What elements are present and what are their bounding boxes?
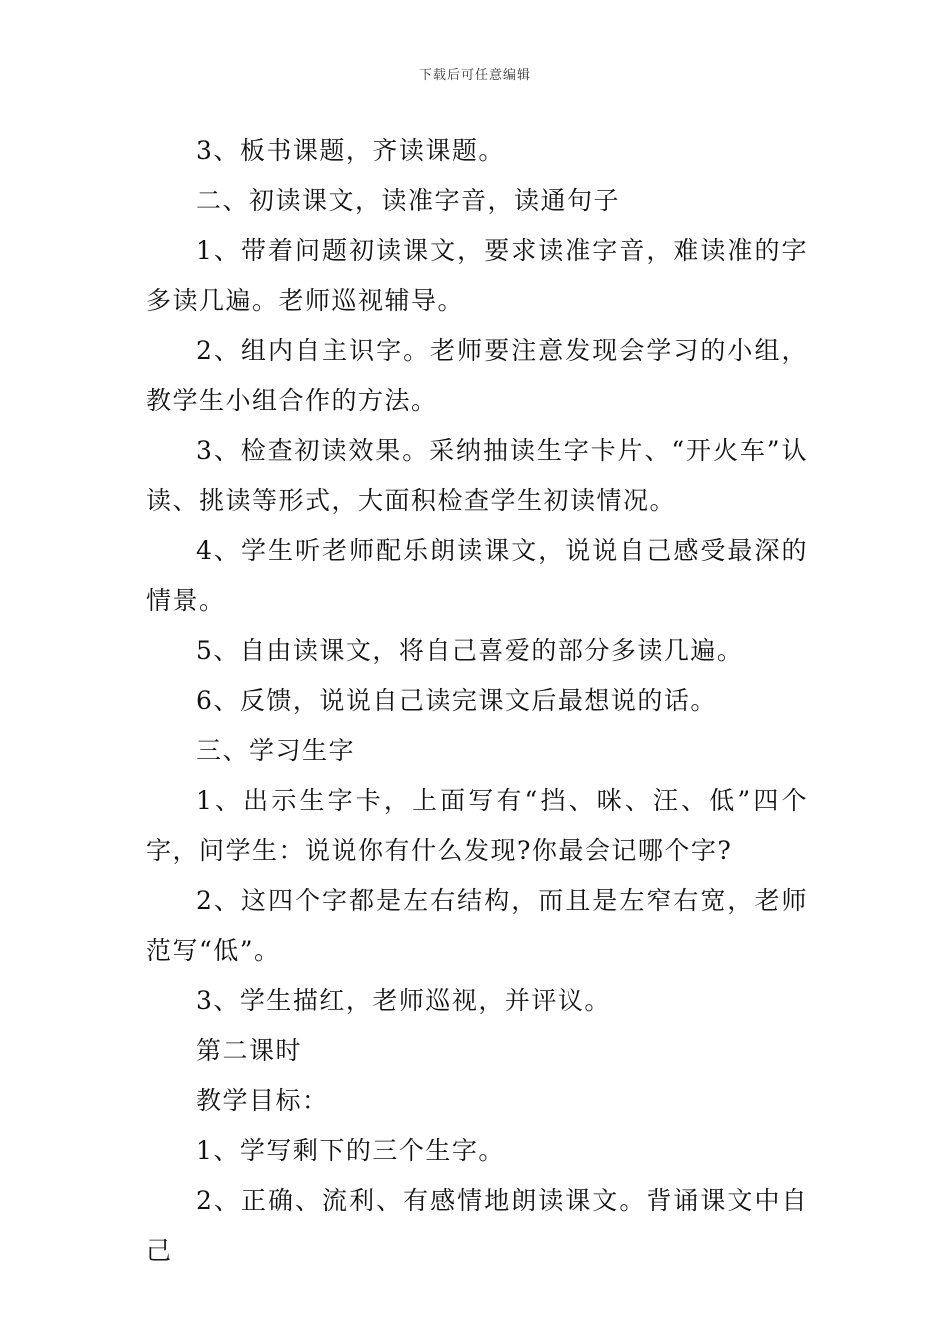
section-heading: 第二课时 [196,1036,303,1065]
paragraph: 2、这四个字都是左右结构，而且是左窄右宽，老师范写“低”。 [146,886,808,965]
page-header: 下载后可任意编辑 [418,68,531,83]
paragraph: 2、正确、流利、有感情地朗读课文。背诵课文中自己 [146,1186,808,1265]
paragraph: 6、反馈，说说自己读完课文后最想说的话。 [196,686,717,715]
paragraph: 2、组内自主识字。老师要注意发现会学习的小组，教学生小组合作的方法。 [146,336,808,415]
paragraph: 教学目标： [196,1086,329,1115]
paragraph: 3、检查初读效果。采纳抽读生字卡片、“开火车”认读、挑读等形式，大面积检查学生初读情况。 [146,436,808,515]
document-body [146,126,808,1276]
paragraph: 1、出示生字卡，上面写有“挡、咪、汪、低”四个字，问学生：说说你有什么发现?你最会记哪个字? [146,786,808,865]
section-heading: 二、初读课文，读准字音，读通句子 [196,186,621,215]
paragraph: 5、自由读课文，将自己喜爱的部分多读几遍。 [196,636,744,665]
section-heading: 三、学习生字 [196,736,356,765]
paragraph: 4、学生听老师配乐朗读课文，说说自己感受最深的情景。 [146,536,808,615]
paragraph: 3、板书课题，齐读课题。 [196,136,505,165]
paragraph: 1、带着问题初读课文，要求读准字音，难读准的字多读几遍。老师巡视辅导。 [146,236,808,315]
paragraph: 3、学生描红，老师巡视，并评议。 [196,986,611,1015]
paragraph: 1、学写剩下的三个生字。 [196,1136,505,1165]
